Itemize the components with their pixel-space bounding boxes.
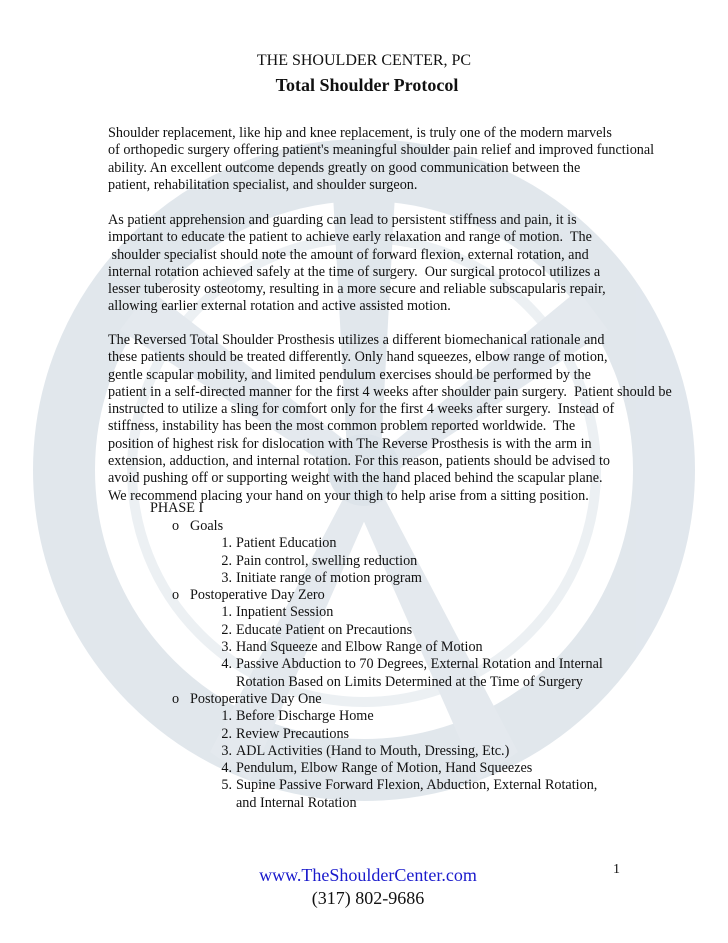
website-link[interactable]: www.TheShoulderCenter.com bbox=[259, 865, 477, 885]
paragraph-line: lesser tuberosity osteotomy, resulting in a more secure and reliable subscapularis repair, bbox=[108, 281, 606, 298]
paragraph-line: patient, rehabilitation specialist, and shoulder surgeon. bbox=[108, 176, 418, 193]
list-item bbox=[0, 553, 728, 570]
paragraph-line: patient in a self-directed manner for the first 4 weeks after shoulder pain surgery. Patient should be bbox=[108, 383, 672, 400]
item-number: 4. bbox=[221, 656, 232, 673]
item-text: Passive Abduction to 70 Degrees, External Rotation and Internal bbox=[236, 656, 603, 673]
paragraph-line: internal rotation achieved safely at the time of surgery. Our surgical protocol utilizes a bbox=[108, 263, 601, 280]
item-number: 1. bbox=[221, 604, 232, 621]
phase-heading: PHASE I bbox=[150, 500, 204, 516]
paragraph-line: instructed to utilize a sling for comfort only for the first 4 weeks after surgery. Instead of bbox=[108, 401, 615, 418]
paragraph-line: extension, adduction, and internal rotation. For this reason, patients should be advised to bbox=[108, 453, 610, 470]
list-item bbox=[0, 760, 728, 777]
list-item bbox=[0, 570, 728, 587]
paragraph-line: important to educate the patient to achieve early relaxation and range of motion. The bbox=[108, 229, 592, 246]
item-text: Before Discharge Home bbox=[236, 708, 374, 725]
item-number: 5. bbox=[221, 777, 232, 794]
list-item bbox=[0, 726, 728, 743]
item-text: Patient Education bbox=[236, 535, 337, 552]
paragraph-line: ability. An excellent outcome depends greatly on good communication between the bbox=[108, 159, 581, 176]
list-item bbox=[0, 743, 728, 760]
list-item bbox=[0, 656, 728, 673]
item-text: Rotation Based on Limits Determined at the Time of Surgery bbox=[236, 673, 583, 690]
page-number: 1 bbox=[613, 862, 620, 877]
list-item bbox=[0, 708, 728, 725]
paragraph-line: Shoulder replacement, like hip and knee replacement, is truly one of the modern marvels bbox=[108, 125, 612, 141]
outline-section bbox=[0, 518, 728, 535]
item-number: 3. bbox=[221, 742, 232, 759]
paragraph-line: gentle scapular mobility, and limited pendulum exercises should be performed by the bbox=[108, 366, 591, 383]
paragraph-line: We recommend placing your hand on your thigh to help arise from a sitting position. bbox=[108, 487, 589, 504]
list-item bbox=[0, 622, 728, 639]
paragraph-line: The Reversed Total Shoulder Prosthesis utilizes a different biomechanical rationale and bbox=[108, 332, 605, 348]
paragraph-line: avoid pushing off or supporting weight with the hand placed behind the scapular plane. bbox=[108, 470, 603, 487]
reverse-prosthesis-paragraph bbox=[108, 332, 672, 505]
item-text: Hand Squeeze and Elbow Range of Motion bbox=[236, 639, 483, 656]
document-title: Total Shoulder Protocol bbox=[275, 75, 459, 95]
item-text: Initiate range of motion program bbox=[236, 569, 422, 586]
paragraph-line: stiffness, instability has been the most common problem reported worldwide. The bbox=[108, 418, 576, 435]
list-item bbox=[0, 604, 728, 621]
list-item bbox=[0, 674, 728, 691]
item-text: Pain control, swelling reduction bbox=[236, 552, 418, 569]
paragraph-line: of orthopedic surgery offering patient's meaningful shoulder pain relief and improved functional bbox=[108, 142, 655, 159]
outline-section bbox=[0, 691, 728, 708]
paragraph-line: these patients should be treated differently. Only hand squeezes, elbow range of motion, bbox=[108, 349, 608, 366]
item-number: 1. bbox=[221, 535, 232, 552]
item-number: 2. bbox=[221, 725, 232, 742]
item-text: Supine Passive Forward Flexion, Abduction, External Rotation, bbox=[236, 777, 598, 794]
item-text: Review Precautions bbox=[236, 725, 350, 742]
item-number: 3. bbox=[221, 639, 232, 656]
surgical-protocol-paragraph bbox=[108, 212, 606, 316]
phase-outline bbox=[0, 518, 728, 812]
item-number: 2. bbox=[221, 552, 232, 569]
bullet-icon: o bbox=[172, 587, 180, 604]
list-item bbox=[0, 535, 728, 552]
item-number: 2. bbox=[221, 621, 232, 638]
outline-section bbox=[0, 587, 728, 604]
paragraph-line: As patient apprehension and guarding can lead to persistent stiffness and pain, it is bbox=[108, 212, 577, 228]
item-text: and Internal Rotation bbox=[236, 794, 357, 811]
item-text: Pendulum, Elbow Range of Motion, Hand Squeezes bbox=[236, 760, 533, 777]
item-text: ADL Activities (Hand to Mouth, Dressing, Etc.) bbox=[236, 742, 510, 759]
bullet-icon: o bbox=[172, 690, 180, 707]
section-label: Postoperative Day Zero bbox=[190, 587, 325, 604]
item-text: Inpatient Session bbox=[236, 604, 334, 621]
section-label: Goals bbox=[190, 518, 224, 534]
list-item bbox=[0, 639, 728, 656]
organization-name: THE SHOULDER CENTER, PC bbox=[256, 52, 472, 69]
section-label: Postoperative Day One bbox=[190, 690, 322, 707]
intro-paragraph bbox=[108, 125, 654, 194]
bullet-icon: o bbox=[172, 518, 180, 534]
list-item bbox=[0, 795, 728, 812]
item-number: 1. bbox=[221, 708, 232, 725]
item-text: Educate Patient on Precautions bbox=[236, 621, 413, 638]
paragraph-line: allowing earlier external rotation and active assisted motion. bbox=[108, 298, 451, 315]
paragraph-line: shoulder specialist should note the amount of forward flexion, external rotation, and bbox=[108, 246, 589, 263]
item-number: 4. bbox=[221, 760, 232, 777]
list-item bbox=[0, 777, 728, 794]
item-number: 3. bbox=[221, 569, 232, 586]
phone-number: (317) 802-9686 bbox=[311, 888, 425, 908]
paragraph-line: position of highest risk for dislocation with The Reverse Prosthesis is with the arm in bbox=[108, 435, 592, 452]
